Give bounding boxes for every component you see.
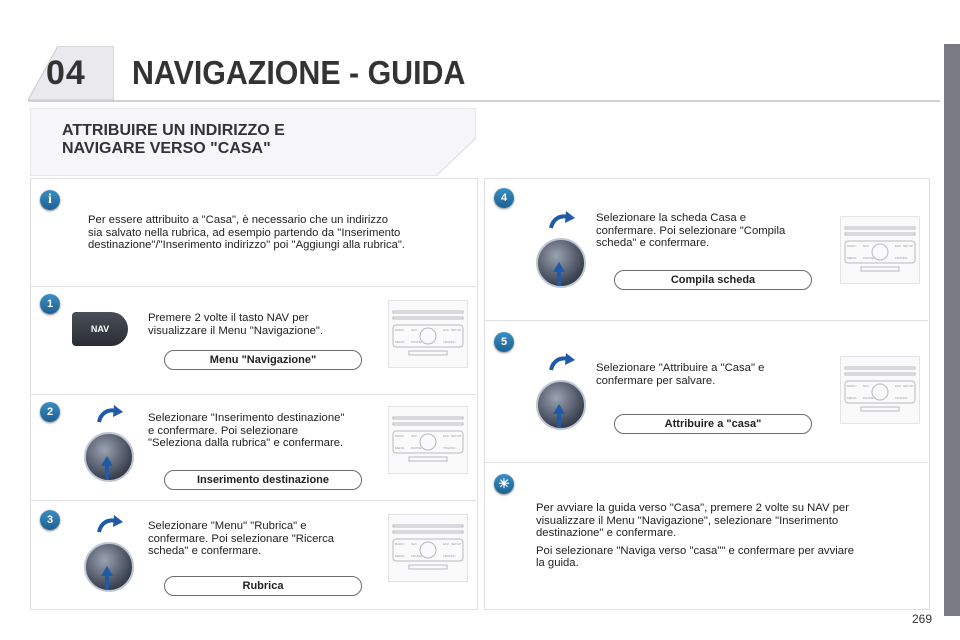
console-button-label: ESC [443, 328, 450, 332]
step-number: 2 [40, 402, 60, 422]
tip-text: Per avviare la guida verso "Casa", premere 2 volte su NAV per visualizzare il Menu "Navigazione", selezionare "Inserimento destinazione" e confermare. Poi selezionare "Naviga verso "casa"" e confermare per avviare la guida. [536, 502, 855, 569]
console-button-label: SETUP [903, 384, 914, 388]
press-arrow-icon [101, 456, 113, 466]
step-number: 1 [40, 294, 60, 314]
step-number: 4 [494, 188, 514, 208]
console-button-label: TRAFFIC [895, 256, 908, 260]
step-text: Selezionare "Inserimento destinazione" e confermare. Poi selezionare "Seleziona dalla rubrica" e confermare. [148, 412, 345, 449]
console-button-label: NAV [863, 384, 869, 388]
console-button-label: PHONE [411, 554, 422, 558]
console-button-label: PHONE [411, 340, 422, 344]
step-text: Selezionare la scheda Casa e confermare. Poi selezionare "Compila scheda" e confermare. [596, 212, 786, 249]
sun-icon: ☀ [494, 474, 514, 494]
rotate-arrow-icon [548, 210, 576, 230]
console-thumbnail [388, 300, 468, 368]
console-button-label: NAV [411, 542, 417, 546]
menu-label-pill: Attribuire a "casa" [614, 414, 812, 434]
step-text: Selezionare "Attribuire a "Casa" e confermare per salvare. [596, 362, 765, 387]
console-thumbnail [388, 406, 468, 474]
console-button-label: TRAFFIC [443, 554, 456, 558]
console-button-label: MEDIA [847, 396, 857, 400]
console-button-label: PHONE [863, 256, 874, 260]
console-button-label: NAV [863, 244, 869, 248]
console-button-label: RADIO [847, 384, 857, 388]
console-button-label: SETUP [451, 542, 462, 546]
menu-label-pill: Compila scheda [614, 270, 812, 290]
console-button-label: SETUP [903, 244, 914, 248]
page-number: 269 [911, 612, 932, 626]
console-button-label: SETUP [451, 328, 462, 332]
console-button-label: ESC [895, 384, 902, 388]
console-button-label: ESC [443, 434, 450, 438]
step-text: Premere 2 volte il tasto NAV per visualizzare il Menu "Navigazione". [148, 312, 324, 337]
press-arrow-stem [105, 576, 109, 590]
section-title: ATTRIBUIRE UN INDIRIZZO E NAVIGARE VERSO "CASA" [62, 122, 285, 157]
console-button-label: SETUP [451, 434, 462, 438]
console-button-label: RADIO [395, 328, 405, 332]
rotate-arrow-icon [96, 514, 124, 534]
console-thumbnail [840, 216, 920, 284]
console-button-label: NAV [411, 434, 417, 438]
divider [484, 320, 928, 321]
page-title: NAVIGAZIONE - GUIDA [132, 54, 466, 91]
side-tab-bar [944, 44, 960, 616]
console-button-label: PHONE [863, 396, 874, 400]
console-button-label: NAV [411, 328, 417, 332]
menu-label-pill: Menu "Navigazione" [164, 350, 362, 370]
divider [484, 462, 928, 463]
console-thumbnail [388, 514, 468, 582]
step-number: 5 [494, 332, 514, 352]
console-button-label: MEDIA [395, 340, 405, 344]
console-button-label: ESC [895, 244, 902, 248]
chapter-number: 04 [46, 54, 86, 92]
step-number: 3 [40, 510, 60, 530]
divider [30, 286, 476, 287]
console-button-label: MEDIA [395, 554, 405, 558]
console-button-label: ESC [443, 542, 450, 546]
press-arrow-stem [105, 466, 109, 480]
console-button-label: TRAFFIC [443, 340, 456, 344]
info-icon: i [40, 190, 60, 210]
console-button-label: RADIO [395, 542, 405, 546]
divider [30, 500, 476, 501]
nav-key-button: NAV [72, 312, 128, 346]
console-button-label: MEDIA [847, 256, 857, 260]
press-arrow-icon [101, 566, 113, 576]
console-button-label: RADIO [395, 434, 405, 438]
menu-label-pill: Inserimento destinazione [164, 470, 362, 490]
console-button-label: RADIO [847, 244, 857, 248]
info-text: Per essere attribuito a "Casa", è necessario che un indirizzo sia salvato nella rubrica, ad esempio partendo da "Inserimento destinazione"/"Inserimento indirizzo" poi "Aggiungi alla rubrica". [88, 214, 406, 251]
console-button-label: TRAFFIC [443, 446, 456, 450]
console-button-label: MEDIA [395, 446, 405, 450]
console-thumbnail [840, 356, 920, 424]
console-button-label: TRAFFIC [895, 396, 908, 400]
menu-label-pill: Rubrica [164, 576, 362, 596]
title-divider [28, 100, 940, 102]
divider [30, 394, 476, 395]
rotate-arrow-icon [96, 404, 124, 424]
step-text: Selezionare "Menu" "Rubrica" e confermare. Poi selezionare "Ricerca scheda" e confermare. [148, 520, 335, 557]
press-arrow-stem [557, 414, 561, 428]
rotate-arrow-icon [548, 352, 576, 372]
console-button-label: PHONE [411, 446, 422, 450]
press-arrow-stem [557, 272, 561, 286]
press-arrow-icon [553, 262, 565, 272]
press-arrow-icon [553, 404, 565, 414]
